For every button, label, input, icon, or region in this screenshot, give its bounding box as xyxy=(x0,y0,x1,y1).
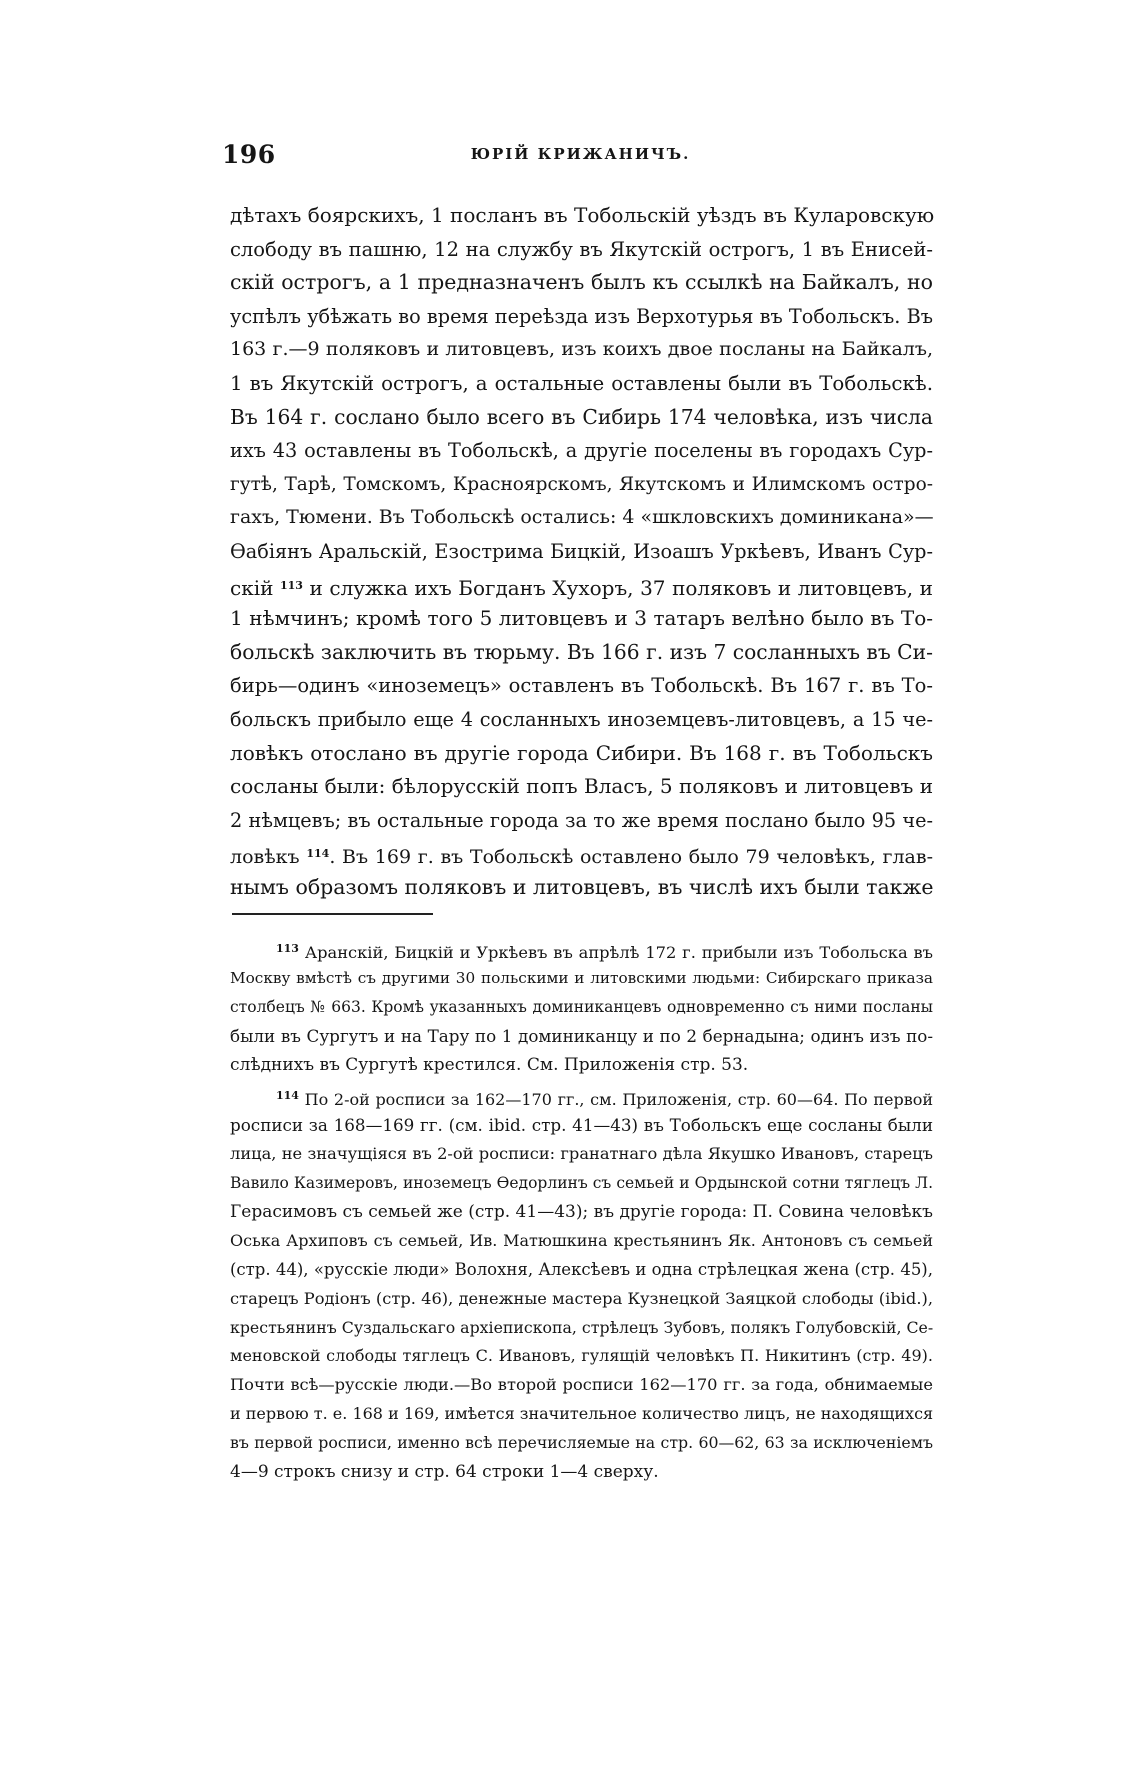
running-head: ЮРІЙ КРИЖАНИЧЪ. xyxy=(470,145,691,163)
footnote-line: старецъ Родіонъ (стр. 46), денежные мастера Кузнецкой Заяцкой слободы (ibid.), xyxy=(230,1288,933,1308)
text-line: ловѣкъ отослано въ другіе города Сибири. Въ 168 г. въ Тобольскъ xyxy=(230,740,933,765)
footnote-marker-113: 113 xyxy=(276,942,299,955)
footnote-line: Герасимовъ съ семьей же (стр. 41—43); въ другіе города: П. Совина человѣкъ xyxy=(230,1202,933,1223)
text-segment: скій xyxy=(230,575,274,600)
text-line: слободу въ пашню, 12 на службу въ Якутскій острогъ, 1 въ Енисей- xyxy=(230,237,933,261)
page-number: 196 xyxy=(222,140,276,169)
text-segment: и служка ихъ Богданъ Хухоръ, 37 поляковъ и литовцевъ, и xyxy=(309,575,934,600)
footnote-line: Москву вмѣстѣ съ другими 30 польскими и литовскими людьми: Сибирскаго приказа xyxy=(230,968,933,987)
footnote-text: По 2-ой росписи за 162—170 гг., см. Приложенія, стр. 60—64. По первой xyxy=(304,1090,933,1110)
text-line: 1 нѣмчинъ; кромѣ того 5 литовцевъ и 3 татаръ велѣно было въ То- xyxy=(230,606,933,631)
footnote-113 xyxy=(230,935,933,964)
footnote-line: меновской слободы тяглецъ С. Ивановъ, гулящій человѣкъ П. Никитинъ (стр. 49). xyxy=(230,1346,933,1366)
text-line: нымъ образомъ поляковъ и литовцевъ, въ числѣ ихъ были также xyxy=(230,874,934,899)
text-line: больскѣ заключить въ тюрьму. Въ 166 г. изъ 7 сосланныхъ въ Си- xyxy=(230,639,933,664)
footnote-line: столбецъ № 663. Кромѣ указанныхъ доминиканцевъ одновременно съ ними посланы xyxy=(230,997,933,1016)
text-line: больскъ прибыло еще 4 сосланныхъ иноземцевъ-литовцевъ, а 15 че- xyxy=(230,707,933,731)
text-line: гахъ, Тюмени. Въ Тобольскѣ остались: 4 «шкловскихъ доминикана»— xyxy=(230,506,934,529)
footnote-114 xyxy=(230,1082,933,1111)
text-line: успѣлъ убѣжать во время переѣзда изъ Верхотурья въ Тобольскъ. Въ xyxy=(230,304,933,328)
footnote-text: Аранскій, Бицкій и Уркѣевъ въ апрѣлѣ 172 г. прибыли изъ Тобольска въ xyxy=(304,943,933,962)
text-segment: ловѣкъ xyxy=(230,846,300,869)
footnote-line: и первою т. е. 168 и 169, имѣется значительное количество лицъ, не находящихся xyxy=(230,1404,934,1424)
text-line: 1 въ Якутскій острогъ, а остальные оставлены были въ Тобольскѣ. xyxy=(230,371,933,395)
page-header xyxy=(222,140,939,180)
footnote-line: (стр. 44), «русскіе люди» Волохня, Алексѣевъ и одна стрѣлецкая жена (стр. 45), xyxy=(230,1259,933,1279)
footnote-marker-114: 114 xyxy=(276,1089,299,1103)
text-line: сосланы были: бѣлорусскій попъ Власъ, 5 поляковъ и литовцевъ и xyxy=(230,774,934,799)
footnote-line: 4—9 строкъ снизу и стр. 64 строки 1—4 сверху. xyxy=(230,1462,659,1483)
text-line: Ѳабіянъ Аральскій, Езострима Бицкій, Изоашъ Уркѣевъ, Иванъ Сур- xyxy=(230,539,933,563)
text-line: скій острогъ, а 1 предназначенъ былъ къ ссылкѣ на Байкалъ, но xyxy=(230,270,933,295)
main-text xyxy=(230,199,933,904)
text-line: гутѣ, Тарѣ, Томскомъ, Красноярскомъ, Якутскомъ и Илимскомъ остро- xyxy=(230,473,933,495)
text-line: Въ 164 г. сослано было всего въ Сибирь 174 человѣка, изъ числа xyxy=(230,404,933,429)
footnote-line: Оська Архиповъ съ семьей, Ив. Матюшкина крестьянинъ Як. Антоновъ съ семьей xyxy=(230,1230,933,1250)
footnote-line: слѣднихъ въ Сургутѣ крестился. См. Приложенія стр. 53. xyxy=(230,1054,749,1075)
footnote-ref-113: 113 xyxy=(279,578,303,592)
footnote-line: лица, не значущіяся въ 2-ой росписи: гранатнаго дѣла Якушко Ивановъ, старецъ xyxy=(230,1144,933,1164)
text-line-with-footnote-ref xyxy=(230,569,933,603)
footnote-line: были въ Сургутъ и на Тару по 1 доминиканцу и по 2 бернадына; одинъ изъ по- xyxy=(230,1025,933,1046)
text-line: ихъ 43 оставлены въ Тобольскѣ, а другіе поселены въ городахъ Сур- xyxy=(230,439,933,463)
text-line: бирь—одинъ «иноземецъ» оставленъ въ Тобольскѣ. Въ 167 г. въ То- xyxy=(230,674,933,698)
text-line-with-footnote-ref xyxy=(230,837,933,871)
text-segment: . Въ 169 г. въ Тобольскѣ оставлено было 79 человѣкъ, глав- xyxy=(329,846,933,869)
footnote-line: крестьянинъ Суздальскаго архіепископа, стрѣлецъ Зубовъ, полякъ Голубовскій, Се- xyxy=(230,1317,934,1337)
text-line: дѣтахъ боярскихъ, 1 посланъ въ Тобольскій уѣздъ въ Куларовскую xyxy=(230,203,935,227)
footnotes xyxy=(230,935,933,1487)
footnote-line: Вавило Казимеровъ, иноземецъ Ѳедорлинъ съ семьей и Ордынской сотни тяглецъ Л. xyxy=(230,1174,933,1193)
footnote-line: Почти всѣ—русскіе люди.—Во второй росписи 162—170 гг. за года, обнимаемые xyxy=(230,1375,933,1395)
footnote-separator xyxy=(232,913,433,915)
text-line: 163 г.—9 поляковъ и литовцевъ, изъ коихъ двое посланы на Байкалъ, xyxy=(230,338,933,361)
footnote-ref-114: 114 xyxy=(306,847,330,861)
footnote-line: росписи за 168—169 гг. (см. ibid. стр. 41—43) въ Тобольскъ еще сосланы были xyxy=(230,1115,933,1136)
footnote-line: въ первой росписи, именно всѣ перечисляемые на стр. 60—62, 63 за исключеніемъ xyxy=(230,1433,933,1453)
text-line: 2 нѣмцевъ; въ остальные города за то же время послано было 95 че- xyxy=(230,808,933,832)
